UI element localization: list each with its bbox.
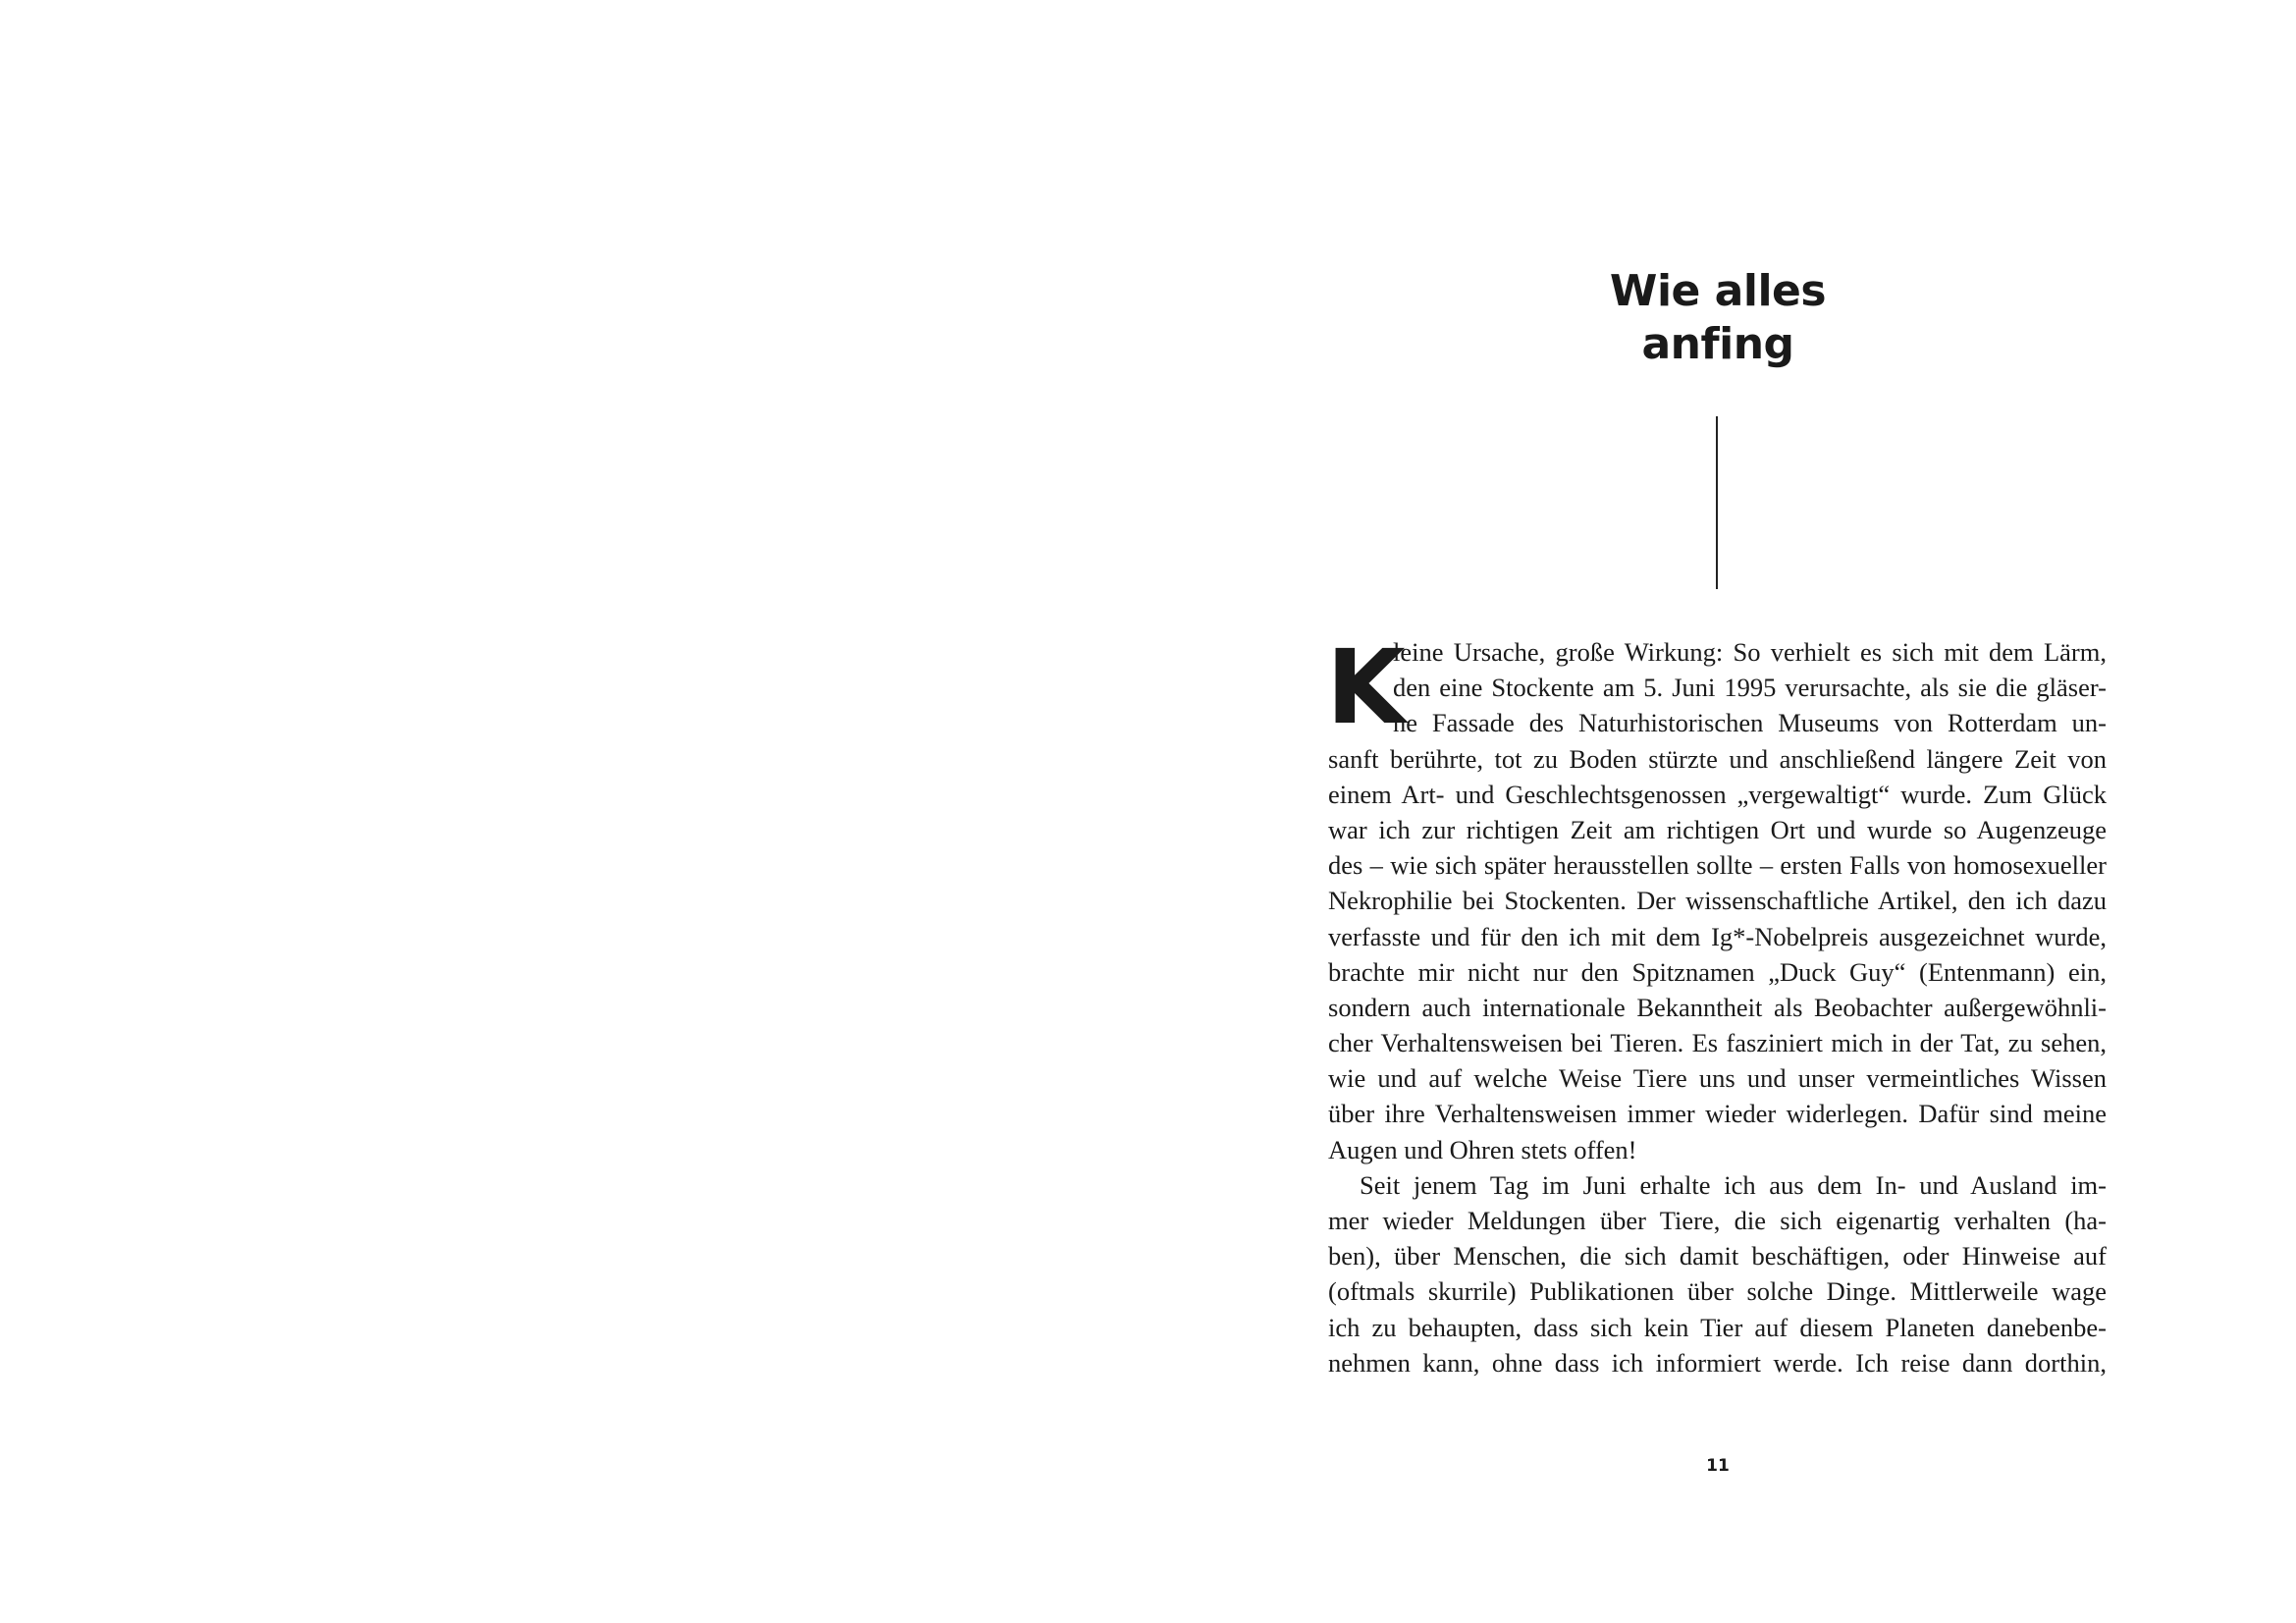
text-line: sanft berührte, tot zu Boden stürzte und anschließend längere Zeit von	[1328, 743, 2107, 774]
text-line: Seit jenem Tag im Juni erhalte ich aus dem In- und Ausland im-	[1360, 1169, 2107, 1200]
text-line: ich zu behaupten, dass sich kein Tier auf diesem Planeten danebenbe-	[1328, 1312, 2107, 1342]
text-line: den eine Stockente am 5. Juni 1995 verursachte, als sie die gläser-	[1393, 673, 2107, 703]
text-line: des – wie sich später herausstellen sollte – ersten Falls von homosexueller	[1328, 850, 2107, 881]
text-line: ne Fassade des Naturhistorischen Museums von Rotterdam un-	[1393, 708, 2107, 738]
text-line: Nekrophilie bei Stockenten. Der wissenschaftliche Artikel, den ich dazu	[1328, 886, 2107, 916]
page-number: 11	[1706, 1456, 1730, 1476]
text-line: sondern auch internationale Bekanntheit als Beobachter außergewöhnli-	[1328, 992, 2107, 1022]
text-line: mer wieder Meldungen über Tiere, die sich eigenartig verhalten (ha-	[1328, 1206, 2107, 1235]
chapter-body-text	[1326, 627, 2107, 1380]
title-divider-rule	[1716, 416, 1718, 589]
text-line: (oftmals skurrile) Publikationen über solche Dinge. Mittlerweile wage	[1328, 1276, 2107, 1307]
text-line: cher Verhaltensweisen bei Tieren. Es fasziniert mich in der Tat, zu sehen,	[1328, 1028, 2107, 1058]
text-line: brachte mir nicht nur den Spitznamen „Duck Guy“ (Entenmann) ein,	[1328, 956, 2107, 987]
text-line: Augen und Ohren stets offen!	[1328, 1134, 1637, 1164]
text-line: leine Ursache, große Wirkung: So verhielt es sich mit dem Lärm,	[1393, 637, 2107, 667]
chapter-title	[1443, 265, 1993, 371]
chapter-title-line-1: Wie alles	[1609, 266, 1827, 316]
text-line: ben), über Menschen, die sich damit beschäftigen, oder Hinweise auf	[1328, 1241, 2107, 1271]
text-line: über ihre Verhaltensweisen immer wieder widerlegen. Dafür sind meine	[1328, 1099, 2107, 1129]
text-line: einem Art- und Geschlechtsgenossen „vergewaltigt“ wurde. Zum Glück	[1328, 779, 2107, 809]
text-line: war ich zur richtigen Zeit am richtigen Ort und wurde so Augenzeuge	[1328, 814, 2107, 844]
drop-cap: K	[1326, 627, 1406, 747]
text-line: nehmen kann, ohne dass ich informiert werde. Ich reise dann dorthin,	[1328, 1347, 2107, 1378]
chapter-title-line-2: anfing	[1641, 319, 1794, 369]
text-line: verfasste und für den ich mit dem Ig*-Nobelpreis ausgezeichnet wurde,	[1328, 921, 2107, 951]
text-line: wie und auf welche Weise Tiere uns und unser vermeintliches Wissen	[1328, 1063, 2107, 1094]
